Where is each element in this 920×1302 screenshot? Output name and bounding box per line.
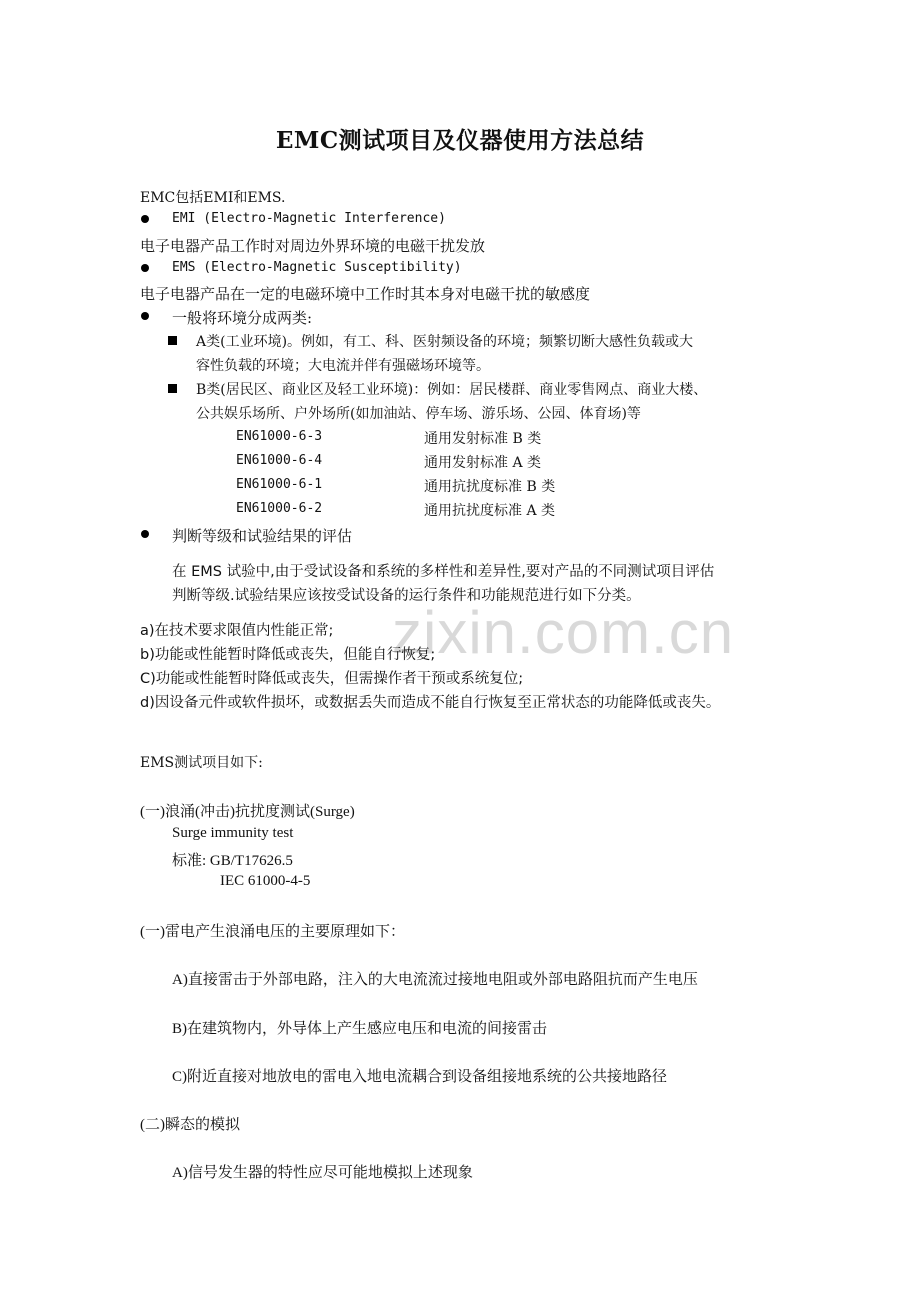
bullet-dot-icon [141, 264, 149, 272]
surge-standard-iec: IEC 61000-4-5 [220, 873, 311, 889]
intro-line: EMC包括EMI和EMS. [140, 190, 286, 206]
standard-code: EN61000-6-2 [236, 501, 323, 516]
grade-item: a)在技术要求限值内性能正常; [140, 623, 334, 639]
standard-code: EN61000-6-3 [236, 429, 323, 444]
principle-item: B)在建筑物内，外导体上产生感应电压和电流的间接雷击 [172, 1021, 548, 1037]
ems-items-heading: EMS测试项目如下: [140, 755, 263, 771]
square-bullet-icon [168, 384, 177, 393]
class-b-line-2: 公共娱乐场所、户外场所(如加油站、停车场、游乐场、公园、体育场)等 [196, 406, 641, 422]
page-title: EMC测试项目及仪器使用方法总结 [275, 127, 645, 154]
class-a-line-1: A类(工业环境)。例如，有工、科、医射频设备的环境；频繁切断大感性负载或大 [196, 334, 694, 350]
surge-standard-label: 标准: GB/T17626.5 [172, 853, 293, 869]
bullet-dot-icon [141, 215, 149, 223]
bullet-dot-icon [141, 530, 149, 538]
emi-description: 电子电器产品工作时对周边外界环境的电磁干扰发放 [140, 237, 486, 255]
class-a-line-2: 容性负载的环境；大电流并伴有强磁场环境等。 [196, 358, 490, 374]
principle-item: A)直接雷击于外部电路，注入的大电流流过接地电阻或外部电路阻抗而产生电压 [172, 972, 698, 988]
standard-desc: 通用发射标准 A 类 [424, 455, 542, 471]
principle-heading: (一)雷电产生浪涌电压的主要原理如下： [140, 924, 405, 940]
bullet-dot-icon [141, 312, 149, 320]
square-bullet-icon [168, 336, 177, 345]
transient-heading: (二)瞬态的模拟 [140, 1117, 240, 1133]
bullet-ems: EMS (Electro-Magnetic Susceptibility) [172, 260, 462, 275]
grade-item: C)功能或性能暂时降低或丧失，但需操作者干预或系统复位; [140, 671, 524, 687]
ems-description: 电子电器产品在一定的电磁环境中工作时其本身对电磁干扰的敏感度 [140, 285, 591, 303]
principle-item: C)附近直接对地放电的雷电入地电流耦合到设备组接地系统的公共接地路径 [172, 1069, 668, 1085]
standard-code: EN61000-6-1 [236, 477, 323, 492]
evaluation-para-line-1: 在 EMS 试验中,由于受试设备和系统的多样性和差异性,要对产品的不同测试项目评估 [172, 564, 715, 580]
surge-english-name: Surge immunity test [172, 825, 294, 841]
standard-desc: 通用抗扰度标准 A 类 [424, 503, 556, 519]
evaluation-para-line-2: 判断等级.试验结果应该按受试设备的运行条件和功能规范进行如下分类。 [172, 588, 641, 604]
surge-heading: (一)浪涌(冲击)抗扰度测试(Surge) [140, 804, 355, 820]
bullet-environment: 一般将环境分成两类: [172, 309, 313, 327]
transient-item: A)信号发生器的特性应尽可能地模拟上述现象 [172, 1165, 473, 1181]
grade-item: d)因设备元件或软件损坏，或数据丢失而造成不能自行恢复至正常状态的功能降低或丧失。 [140, 695, 721, 711]
bullet-emi: EMI (Electro-Magnetic Interference) [172, 211, 446, 226]
standard-code: EN61000-6-4 [236, 453, 323, 468]
class-b-line-1: B类(居民区、商业区及轻工业环境)：例如：居民楼群、商业零售网点、商业大楼、 [196, 382, 708, 398]
watermark: zixin.com.cn [392, 599, 735, 666]
grade-item: b)功能或性能暂时降低或丧失，但能自行恢复; [140, 647, 436, 663]
standard-desc: 通用发射标准 B 类 [424, 431, 542, 447]
bullet-evaluation: 判断等级和试验结果的评估 [172, 527, 353, 545]
standard-desc: 通用抗扰度标准 B 类 [424, 479, 556, 495]
